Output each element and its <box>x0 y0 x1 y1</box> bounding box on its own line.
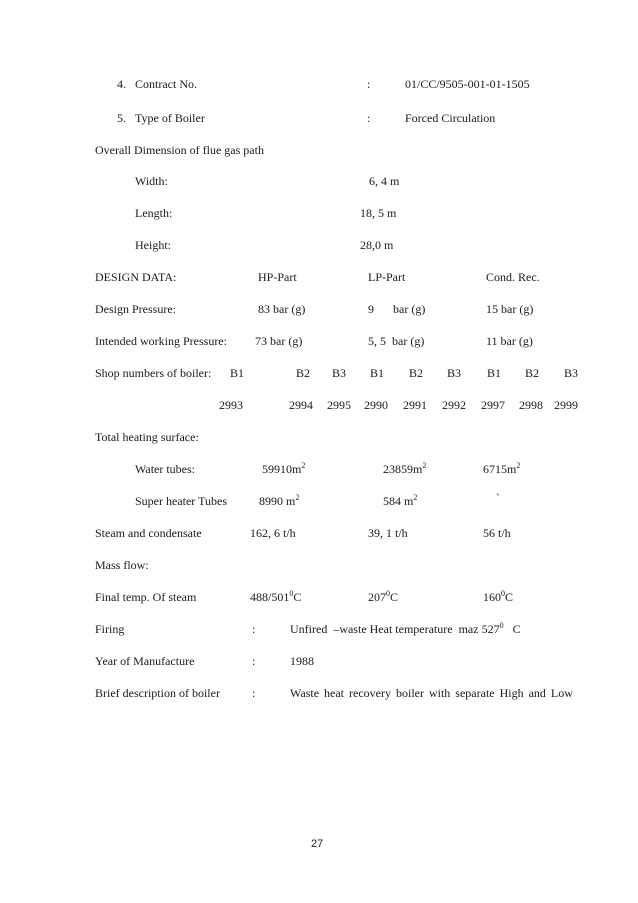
separator: : <box>367 77 371 91</box>
heating-heading: Total heating surface: <box>95 430 199 444</box>
steam-lp: 39, 1 t/h <box>368 526 408 540</box>
super-heater-hp: 8990 $m^2$ <box>259 493 300 508</box>
shop-number: 2990 <box>364 398 388 412</box>
steam-cond: 56 t/h <box>483 526 511 540</box>
water-tubes-hp: $59910m^2$ <box>262 461 306 476</box>
working-pressure-label: Intended working Pressure: <box>95 334 227 348</box>
working-pressure-hp: 73 bar (g) <box>255 334 303 348</box>
steam-hp: 162, 6 t/h <box>250 526 296 540</box>
shop-number: 2999 <box>554 398 578 412</box>
shop-number: 2993 <box>219 398 243 412</box>
width-value: 6, 4 m <box>369 174 400 188</box>
firing-value: Unfired –waste Heat temperature maz $527^0$ C <box>290 621 521 636</box>
col-hp: HP-Part <box>258 270 297 284</box>
design-pressure-cond: 15 bar (g) <box>486 302 534 316</box>
shop-number: 2995 <box>327 398 351 412</box>
page-number: 27 <box>311 838 324 850</box>
design-heading: DESIGN DATA: <box>95 270 177 284</box>
shop-number: 2991 <box>403 398 427 412</box>
col-cond: Cond. Rec. <box>486 270 540 284</box>
height-label: Height: <box>135 238 171 252</box>
shop-code: B1 <box>487 366 502 380</box>
brief-value: Waste heat recovery boiler with separate High and Low <box>290 686 573 700</box>
shop-numbers-label: Shop numbers of boiler: <box>95 366 212 380</box>
steam-label: Steam and condensate <box>95 526 202 540</box>
final-temp-hp: $488/501^0C$ <box>250 589 302 604</box>
brief-label: Brief description of boiler <box>95 686 220 700</box>
working-pressure-cond: 11 bar (g) <box>486 334 533 348</box>
mass-flow-label: Mass flow: <box>95 558 149 572</box>
design-pressure-hp: 83 bar (g) <box>258 302 306 316</box>
shop-number: 2994 <box>289 398 313 412</box>
water-tubes-label: Water tubes: <box>135 462 196 476</box>
shop-code: B3 <box>564 366 579 380</box>
final-temp-lp: $207^0C$ <box>368 589 399 604</box>
item-number: 5. <box>117 111 126 125</box>
final-temp-label: Final temp. Of steam <box>95 590 197 604</box>
boiler-type-label: Type of Boiler <box>135 111 205 125</box>
shop-code: B3 <box>447 366 462 380</box>
water-tubes-lp: $23859m^2$ <box>383 461 427 476</box>
shop-code: B2 <box>296 366 311 380</box>
shop-code: B2 <box>409 366 424 380</box>
firing-label: Firing <box>95 622 125 636</box>
width-label: Width: <box>135 174 168 188</box>
year-label: Year of Manufacture <box>95 654 195 668</box>
super-heater-label: Super heater Tubes <box>135 494 227 508</box>
design-pressure-lp-num: 9 <box>368 302 374 316</box>
shop-code: B1 <box>230 366 245 380</box>
length-value: 18, 5 m <box>360 206 397 220</box>
separator: : <box>367 111 371 125</box>
shop-number: 2992 <box>442 398 466 412</box>
final-temp-cond: $160^0C$ <box>483 589 514 604</box>
item-number: 4. <box>117 77 126 91</box>
height-value: 28,0 m <box>360 238 394 252</box>
year-value: 1988 <box>290 654 314 668</box>
shop-code: B2 <box>525 366 540 380</box>
shop-number: 2998 <box>519 398 543 412</box>
shop-number: 2997 <box>481 398 505 412</box>
super-heater-cond: ` <box>496 491 500 505</box>
col-lp: LP-Part <box>368 270 406 284</box>
super-heater-lp: 584 $m^2$ <box>383 493 418 508</box>
contract-value: 01/CC/9505-001-01-1505 <box>405 77 530 91</box>
dimension-heading: Overall Dimension of flue gas path <box>95 143 264 157</box>
water-tubes-cond: $6715m^2$ <box>483 461 521 476</box>
design-pressure-lp-unit: bar (g) <box>393 302 426 316</box>
separator: : <box>252 622 256 636</box>
shop-code: B3 <box>332 366 347 380</box>
contract-label: Contract No. <box>135 77 197 91</box>
boiler-type-value: Forced Circulation <box>405 111 496 125</box>
length-label: Length: <box>135 206 173 220</box>
design-pressure-label: Design Pressure: <box>95 302 176 316</box>
separator: : <box>252 654 256 668</box>
separator: : <box>252 686 256 700</box>
working-pressure-lp: 5, 5 bar (g) <box>368 334 425 348</box>
shop-code: B1 <box>370 366 385 380</box>
